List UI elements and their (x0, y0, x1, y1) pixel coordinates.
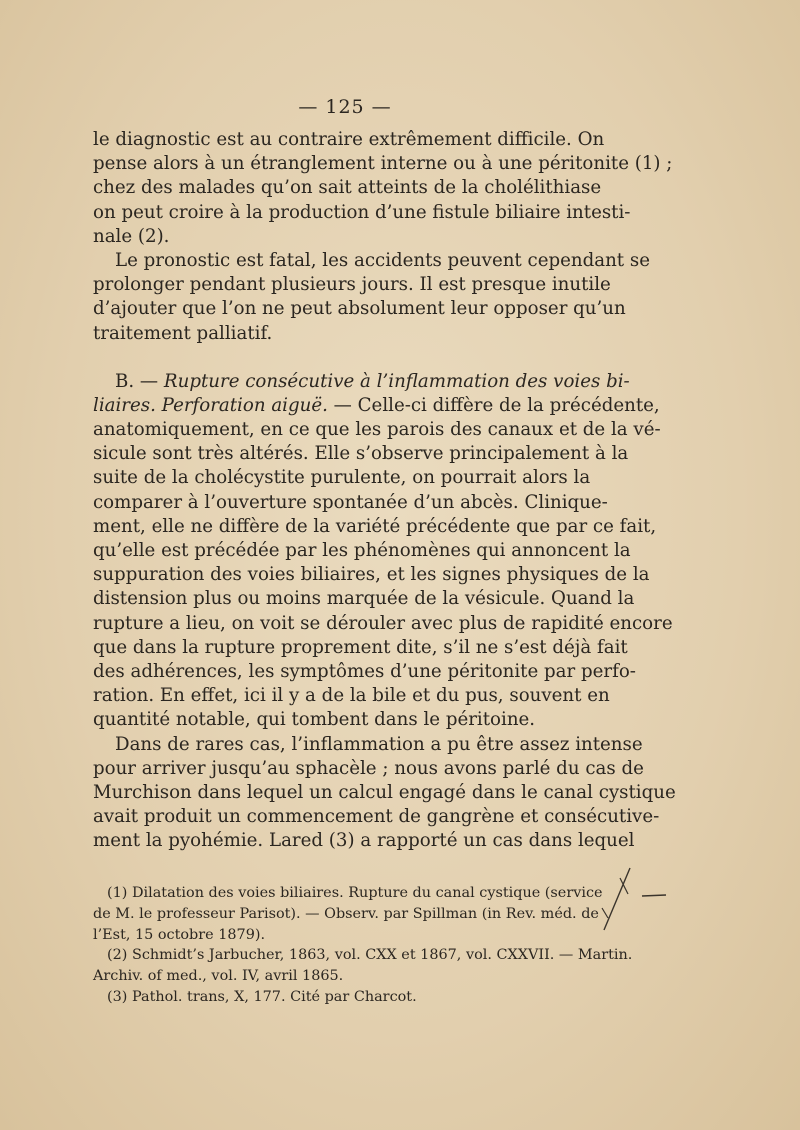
section-heading-title-cont: liaires. Perforation aiguë. (93, 394, 328, 416)
text-line: quantité notable, qui tombent dans le péritoine. (93, 709, 536, 731)
text-line: ration. En effet, ici il y a de la bile et du pus, souvent en (93, 685, 610, 707)
text-line: le diagnostic est au contraire extrêmement difficile. On (93, 129, 605, 150)
footnote-2 (93, 945, 633, 987)
footnote-line: l’Est, 15 octobre 1879). (93, 926, 266, 943)
section-heading-line-2 (93, 394, 660, 418)
page-number: — 125 — (298, 96, 392, 118)
footnote-line: de M. le professeur Parisot). — Observ. par Spillman (in Rev. méd. de (93, 905, 599, 922)
text-line: pour arriver jusqu’au sphacèle ; nous avons parlé du cas de (93, 757, 644, 779)
body-text (93, 128, 676, 853)
section-heading-line (93, 370, 630, 394)
text-line: ment la pyohémie. Lared (3) a rapporté un cas dans lequel (93, 830, 635, 852)
text-line: on peut croire à la production d’une fistule biliaire intesti- (93, 201, 631, 223)
footnote-line: Archiv. of med., vol. IV, avril 1865. (93, 968, 344, 985)
footnote-3 (93, 987, 587, 1008)
text-line: suppuration des voies biliaires, et les signes physiques de la (93, 564, 650, 586)
section-heading-tail: — Celle-ci diffère de la précédente, (333, 394, 660, 416)
text-line: sicule sont très altérés. Elle s’observe principalement à la (93, 443, 629, 465)
text-line: suite de la cholécystite purulente, on pourrait alors la (93, 467, 591, 489)
text-line: que dans la rupture proprement dite, s’il ne s’est déjà fait (93, 636, 628, 658)
text-line: Le pronostic est fatal, les accidents peuvent cependant se (115, 249, 650, 271)
section-heading-title: Rupture consécutive à l’inflammation des voies bi- (163, 370, 630, 392)
text-line: avait produit un commencement de gangrène et consécutive- (93, 806, 660, 828)
text-line: traitement palliatif. (93, 322, 273, 344)
text-line: pense alors à un étranglement interne ou à une péritonite (1) ; (93, 153, 673, 175)
text-line: Murchison dans lequel un calcul engagé dans le canal cystique (93, 781, 676, 803)
section-heading-lead: B. — (115, 370, 159, 392)
text-line: nale (2). (93, 225, 170, 247)
footnote-line: (3) Pathol. trans, X, 177. Cité par Charcot. (107, 988, 417, 1005)
paragraph-2 (93, 249, 650, 346)
handwritten-margin-mark (590, 860, 680, 940)
text-line: prolonger pendant plusieurs jours. Il est presque inutile (93, 274, 611, 296)
text-line: comparer à l’ouverture spontanée d’un abcès. Clinique- (93, 491, 608, 513)
text-line: chez des malades qu’on sait atteints de la cholélithiase (93, 177, 602, 199)
text-line: distension plus ou moins marquée de la vésicule. Quand la (93, 588, 635, 610)
paragraph-1 (93, 128, 673, 249)
text-line: anatomiquement, en ce que les parois des canaux et de la vé- (93, 419, 661, 441)
text-line: qu’elle est précédée par les phénomènes qui annoncent la (93, 540, 631, 561)
paragraph-4 (93, 733, 676, 854)
footnote-line: (1) Dilatation des voies biliaires. Rupture du canal cystique (service (107, 885, 603, 901)
footnote-line: (2) Schmidt’s Jarbucher, 1863, vol. CXX et 1867, vol. CXXVII. — Martin. (107, 947, 633, 964)
text-line: d’ajouter que l’on ne peut absolument leur opposer qu’un (93, 298, 626, 320)
section-gap (93, 346, 587, 370)
text-line: rupture a lieu, on voit se dérouler avec plus de rapidité encore (93, 612, 673, 634)
text-line: Dans de rares cas, l’inflammation a pu être assez intense (115, 733, 643, 755)
text-line: des adhérences, les symptômes d’une péritonite par perfo- (93, 660, 636, 682)
paragraph-3 (93, 370, 673, 733)
footnote-1 (93, 883, 603, 945)
text-line: ment, elle ne diffère de la variété précédente que par ce fait, (93, 515, 657, 537)
footnotes (93, 883, 633, 1008)
